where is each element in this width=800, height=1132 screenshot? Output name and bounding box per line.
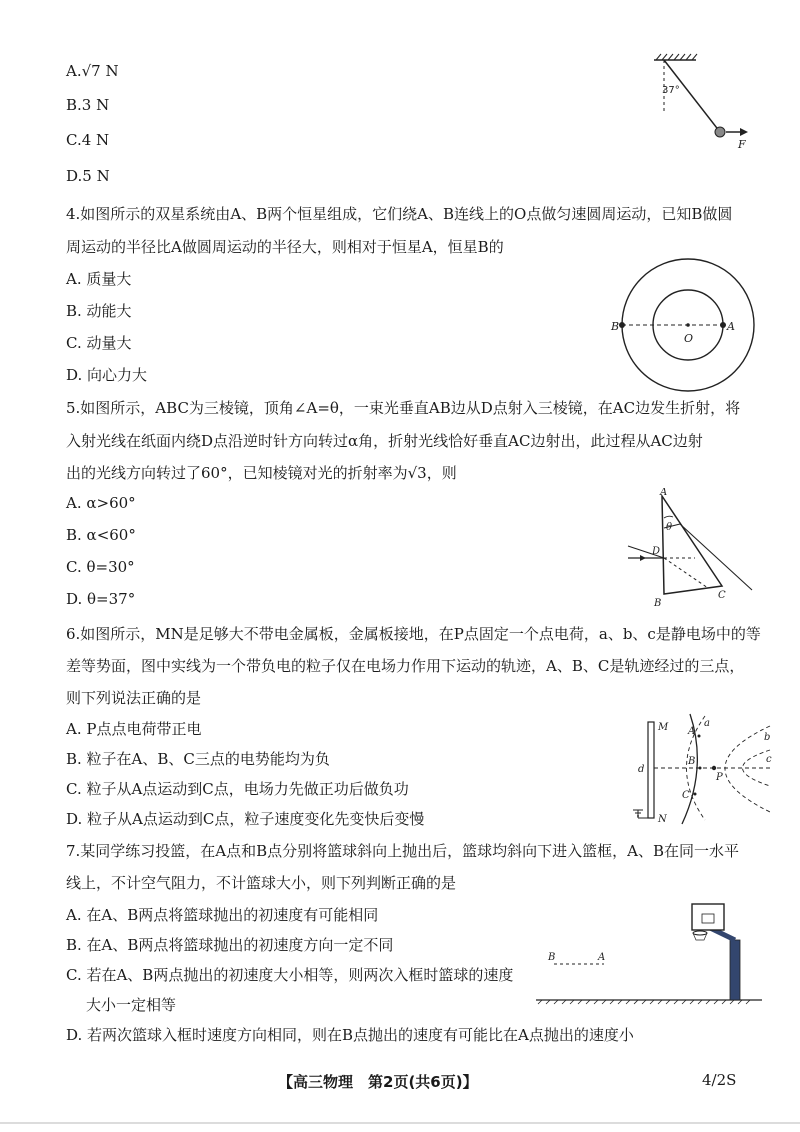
q5-stem-line3: 出的光线方向转过了60°，已知棱镜对光的折射率为√3，则	[66, 464, 457, 482]
bottom-divider	[0, 1122, 800, 1124]
equipotential-figure	[630, 712, 780, 832]
binary-star-figure	[608, 250, 768, 400]
q4-option-b: B. 动能大	[66, 302, 132, 320]
q7-option-a: A. 在A、B两点将篮球抛出的初速度有可能相同	[66, 906, 379, 924]
q3-option-a: A.√7 N	[66, 62, 119, 80]
q3-option-b: B.3 N	[66, 96, 110, 114]
surface-a-label: a	[704, 718, 710, 729]
point-d-label: D	[652, 546, 661, 557]
surface-b-label: b	[764, 732, 771, 743]
q7-option-c: C. 若在A、B两点抛出的初速度大小相等，则两次入框时篮球的速度	[66, 966, 514, 984]
surface-c-label: c	[766, 754, 772, 765]
basketball-figure	[534, 900, 764, 1006]
point-p-label: P	[716, 772, 723, 783]
star-a-label: A	[727, 320, 735, 333]
q6-stem-line2: 差等势面，图中实线为一个带负电的粒子仅在电场力作用下运动的轨迹，A、B、C是轨迹经过的三点，	[66, 657, 745, 675]
label-d: d	[638, 764, 645, 775]
throw-b-label: B	[548, 952, 556, 963]
plate-m-label: M	[658, 722, 669, 733]
center-o-label: O	[684, 332, 694, 345]
theta-label: θ	[666, 522, 673, 533]
angle-label: 37°	[662, 85, 680, 96]
q5-option-a: A. α>60°	[66, 494, 136, 512]
q6-stem-line3: 则下列说法正确的是	[66, 689, 202, 707]
q4-stem-line1: 4.如图所示的双星系统由A、B两个恒星组成，它们绕A、B连线上的O点做匀速圆周运动，已知B做圆	[66, 205, 733, 223]
q5-option-d: D. θ=37°	[66, 590, 136, 608]
q5-option-b: B. α<60°	[66, 526, 136, 544]
pendulum-figure	[640, 52, 760, 152]
q5-stem-line2: 入射光线在纸面内绕D点沿逆时针方向转过α角，折射光线恰好垂直AC边射出，此过程从AC边射	[66, 432, 703, 450]
star-b-label: B	[611, 320, 620, 333]
q5-option-c: C. θ=30°	[66, 558, 135, 576]
prism-a-label: A	[660, 488, 668, 498]
q6-option-c: C. 粒子从A点运动到C点，电场力先做正功后做负功	[66, 780, 409, 798]
q7-option-c-continuation: 大小一定相等	[86, 996, 177, 1014]
q7-stem-line1: 7.某同学练习投篮，在A点和B点分别将篮球斜向上抛出后，篮球均斜向下进入篮框，A、B在同一水平	[66, 842, 740, 860]
prism-b-label: B	[654, 598, 662, 609]
q4-option-d: D. 向心力大	[66, 366, 148, 384]
q7-option-b: B. 在A、B两点将篮球抛出的初速度方向一定不同	[66, 936, 394, 954]
prism-figure	[620, 488, 770, 613]
q6-option-b: B. 粒子在A、B、C三点的电势能均为负	[66, 750, 330, 768]
q6-option-a: A. P点点电荷带正电	[66, 720, 202, 738]
point-c-label: C	[682, 790, 690, 801]
q5-stem-line1: 5.如图所示，ABC为三棱镜，顶角∠A=θ，一束光垂直AB边从D点射入三棱镜，在AC边发生折射，将	[66, 399, 741, 417]
q7-option-d: D. 若两次篮球入框时速度方向相同，则在B点抛出的速度有可能比在A点抛出的速度小	[66, 1026, 634, 1044]
q4-stem-line2: 周运动的半径比A做圆周运动的半径大，则相对于恒星A，恒星B的	[66, 238, 504, 256]
footer-subject-page: 【高三物理 第2页(共6页)】	[278, 1073, 478, 1091]
force-label: F	[738, 138, 746, 151]
q3-option-d: D.5 N	[66, 167, 110, 185]
q4-option-a: A. 质量大	[66, 270, 132, 288]
plate-n-label: N	[658, 814, 667, 825]
page-footer	[0, 1071, 800, 1095]
footer-code: 4/2S	[702, 1071, 737, 1089]
point-a-label: A	[688, 726, 696, 737]
point-b-label: B	[688, 756, 696, 767]
prism-c-label: C	[718, 590, 726, 601]
q6-stem-line1: 6.如图所示，MN是足够大不带电金属板，金属板接地，在P点固定一个点电荷，a、b、c是静电场中的等	[66, 625, 761, 643]
throw-a-label: A	[598, 952, 606, 963]
q3-option-c: C.4 N	[66, 131, 110, 149]
q7-stem-line2: 线上，不计空气阻力，不计篮球大小，则下列判断正确的是	[66, 874, 457, 892]
q6-option-d: D. 粒子从A点运动到C点，粒子速度变化先变快后变慢	[66, 810, 425, 828]
q4-option-c: C. 动量大	[66, 334, 132, 352]
